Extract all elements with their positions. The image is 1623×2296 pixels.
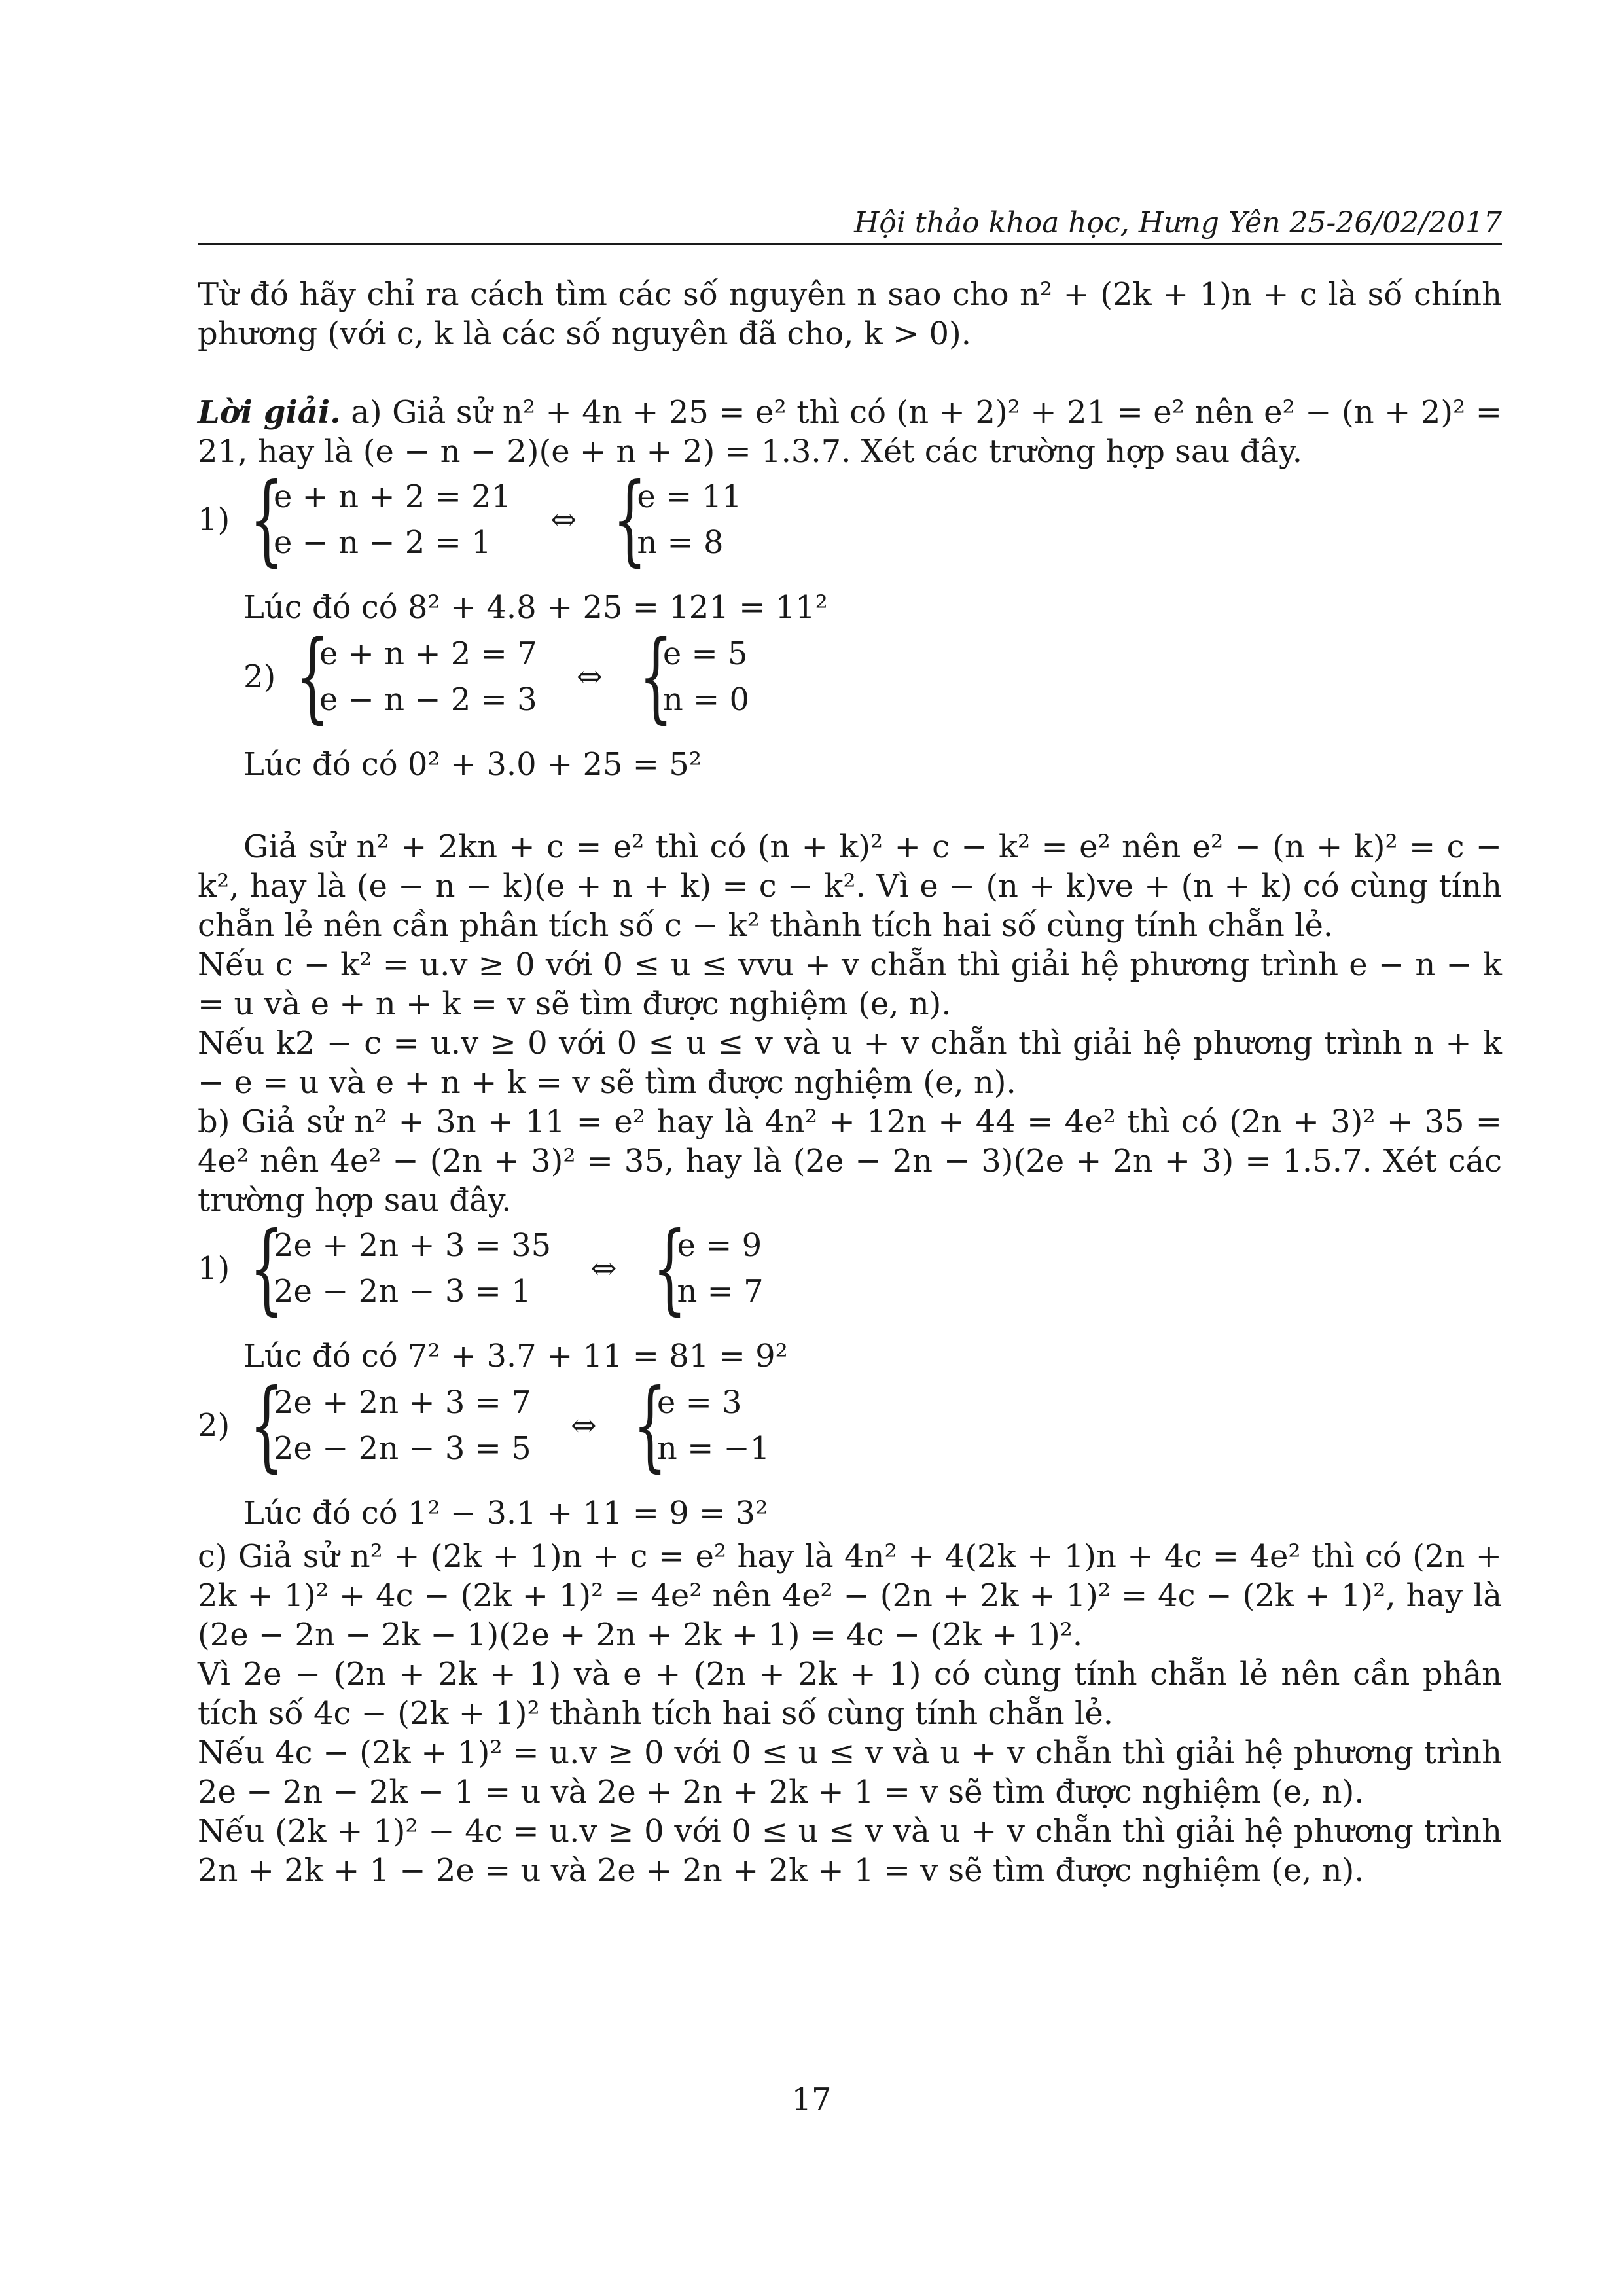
- left-brace-icon: {: [632, 1369, 668, 1482]
- case-note: Lúc đó có 8² + 4.8 + 25 = 121 = 11²: [243, 589, 828, 626]
- equation: n = 7: [677, 1273, 764, 1310]
- general-paragraph: Giả sử n² + 2kn + c = e² thì có (n + k)² + c − k² = e² nên e² − (n + k)² = c − k², hay là (e − n − k)(e + n + k) = c − k². Vì e − (n + k)ve + (n + k) có cùng tính chẵn lẻ nên cần phân tích số c − k² thành tích hai số cùng tính chẵn lẻ.: [198, 829, 1502, 944]
- left-brace-icon: {: [652, 1211, 687, 1325]
- general-paragraph: Nếu c − k² = u.v ≥ 0 với 0 ≤ u ≤ vvu + v chẵn thì giải hệ phương trình e − n − k = u và e + n + k = v sẽ tìm được nghiệm (e, n).: [198, 946, 1502, 1022]
- left-brace-icon: {: [638, 620, 673, 734]
- solution-a-intro: [198, 393, 1502, 471]
- equation: e + n + 2 = 21: [274, 478, 512, 515]
- header-rule: [198, 243, 1502, 245]
- intro-paragraph: Từ đó hãy chỉ ra cách tìm các số nguyên n sao cho n² + (2k + 1)n + c là số chính phương (với c, k là các số nguyên đã cho, k > 0).: [198, 276, 1502, 352]
- case-number: 2): [198, 1407, 230, 1444]
- left-brace-icon: {: [613, 463, 647, 577]
- case-note: Lúc đó có 1² − 3.1 + 11 = 9 = 3²: [243, 1495, 768, 1532]
- running-header: Hội thảo khoa học, Hưng Yên 25-26/02/2017: [853, 206, 1502, 240]
- left-brace-icon: {: [249, 1369, 284, 1482]
- solution-label: Lời giải.: [198, 394, 341, 431]
- case-number: 2): [243, 658, 276, 695]
- solution-a-text: a) Giả sử n² + 4n + 25 = e² thì có (n + 2)² + 21 = e² nên e² − (n + 2)² = 21, hay là (e − n − 2)(e + n + 2) = 1.3.7. Xét các trường hợp sau đây.: [198, 394, 1502, 470]
- page-number: 17: [791, 2081, 832, 2118]
- equation: 2e − 2n − 3 = 1: [274, 1273, 531, 1310]
- equation: 2e + 2n + 3 = 35: [274, 1227, 552, 1264]
- equation: e = 3: [656, 1384, 742, 1421]
- solution-b-intro: b) Giả sử n² + 3n + 11 = e² hay là 4n² + 12n + 44 = 4e² thì có (2n + 3)² + 35 = 4e² nên 4e² − (2n + 3)² = 35, hay là (2e − 2n − 3)(2e + 2n + 3) = 1.5.7. Xét các trường hợp sau đây.: [198, 1103, 1502, 1219]
- case-number: 1): [198, 501, 230, 538]
- general-paragraph: Nếu k2 − c = u.v ≥ 0 với 0 ≤ u ≤ v và u + v chẵn thì giải hệ phương trình n + k − e = u và e + n + k = v sẽ tìm được nghiệm (e, n).: [198, 1025, 1502, 1101]
- system-b-case-2: [198, 1369, 1502, 1482]
- iff-icon: ⇔: [570, 1407, 597, 1444]
- left-brace-icon: {: [295, 620, 330, 734]
- equation: n = 8: [637, 524, 724, 561]
- case-note: Lúc đó có 0² + 3.0 + 25 = 5²: [243, 746, 702, 783]
- equation: e + n + 2 = 7: [319, 636, 537, 672]
- equation: n = 0: [662, 681, 750, 718]
- solution-c-paragraph: Vì 2e − (2n + 2k + 1) và e + (2n + 2k + 1) có cùng tính chẵn lẻ nên cần phân tích số 4c − (2k + 1)² thành tích hai số cùng tính chẵn lẻ.: [198, 1656, 1502, 1732]
- equation: e = 5: [662, 636, 748, 672]
- system-b-case-1: [198, 1211, 1502, 1325]
- equation: n = −1: [656, 1430, 770, 1467]
- case-number: 1): [198, 1250, 230, 1287]
- iff-icon: ⇔: [590, 1250, 617, 1287]
- equation: e − n − 2 = 1: [274, 524, 491, 561]
- solution-c-paragraph: c) Giả sử n² + (2k + 1)n + c = e² hay là 4n² + 4(2k + 1)n + 4c = 4e² thì có (2n + 2k + 1)² + 4c − (2k + 1)² = 4e² nên 4e² − (2n + 2k + 1)² = 4c − (2k + 1)², hay là (2e − 2n − 2k − 1)(2e + 2n + 2k + 1) = 4c − (2k + 1)².: [198, 1538, 1502, 1653]
- system-a-case-2: [198, 620, 1502, 734]
- page-body: [198, 275, 1502, 1890]
- left-brace-icon: {: [249, 1211, 284, 1325]
- iff-icon: ⇔: [550, 501, 577, 538]
- equation: 2e − 2n − 3 = 5: [274, 1430, 531, 1467]
- equation: e = 9: [677, 1227, 762, 1264]
- solution-c-paragraph: Nếu 4c − (2k + 1)² = u.v ≥ 0 với 0 ≤ u ≤ v và u + v chẵn thì giải hệ phương trình 2e − 2n − 2k − 1 = u và 2e + 2n + 2k + 1 = v sẽ tìm được nghiệm (e, n).: [198, 1734, 1502, 1810]
- system-a-case-1: [198, 463, 1502, 577]
- iff-icon: ⇔: [576, 658, 603, 695]
- solution-c-paragraph: Nếu (2k + 1)² − 4c = u.v ≥ 0 với 0 ≤ u ≤ v và u + v chẵn thì giải hệ phương trình 2n + 2k + 1 − 2e = u và 2e + 2n + 2k + 1 = v sẽ tìm được nghiệm (e, n).: [198, 1813, 1502, 1889]
- left-brace-icon: {: [249, 463, 284, 577]
- case-note: Lúc đó có 7² + 3.7 + 11 = 81 = 9²: [243, 1338, 788, 1374]
- equation: 2e + 2n + 3 = 7: [274, 1384, 531, 1421]
- equation: e = 11: [637, 478, 742, 515]
- equation: e − n − 2 = 3: [319, 681, 537, 718]
